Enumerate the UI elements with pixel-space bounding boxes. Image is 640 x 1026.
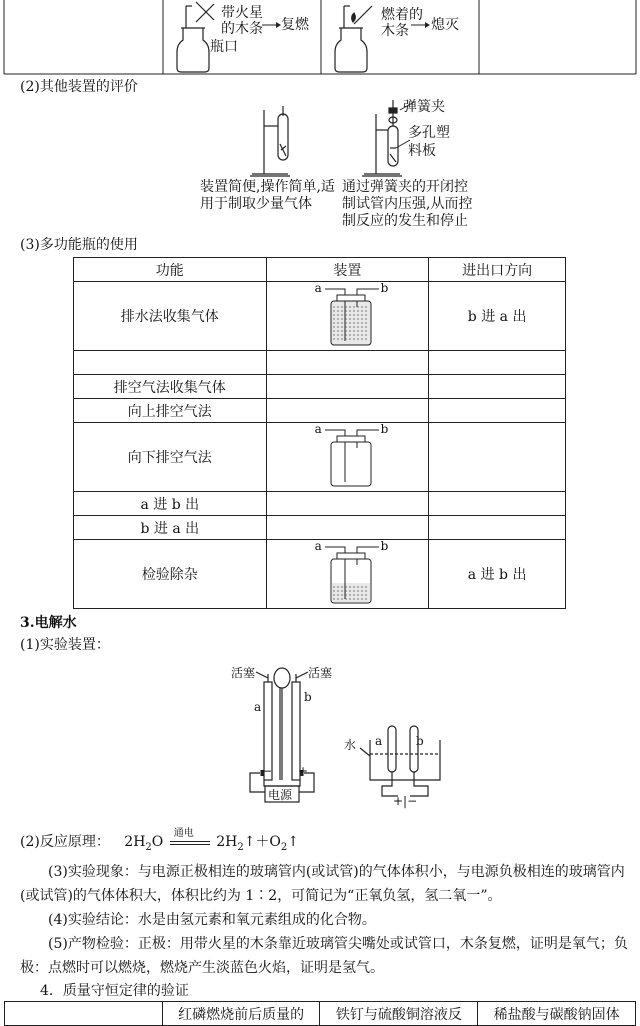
left-caption-line-2: 用于制取少量气体 [200,196,312,212]
electrolysis-heading: 3.电解水 [20,615,77,631]
table-row [74,399,566,423]
reignite-label: 复燃 [281,17,309,33]
tube-b-label-2: b [416,734,424,748]
stopcock-right-label: 活塞 [308,666,333,680]
row-direction: b 进 a 出 [429,282,566,351]
product-o: ＋O [255,834,281,850]
port-b-label: b [380,281,389,295]
bottle-cell [266,540,429,609]
blank-cell [5,1002,163,1026]
iron-stand-icon [250,106,290,176]
col-phosphorus: 红磷燃烧前后质量的 [162,1002,320,1026]
test-tube-electrolysis-icon [360,726,440,796]
plus-label: + [298,764,309,778]
col-iron-nail: 铁钉与硫酸铜溶液反 [320,1002,478,1026]
splint-label-2: 木条 [381,23,409,39]
header-apparatus: 装置 [266,258,429,282]
table-row [74,282,566,351]
gas-bottle-icon [177,2,214,72]
port-b-label: b [380,539,389,553]
empty-bottle-icon [267,423,429,491]
col-hcl-carbonate: 稀盐酸与碳酸钠固体 [478,1002,636,1026]
port-a-label: a [314,539,322,553]
port-a-label: a [314,422,322,436]
gas-bottle-icon [335,6,372,72]
reaction-prefix: (2)反应原理： [20,834,110,850]
porous-plate-label-1: 多孔塑 [408,125,450,141]
bottle-cell [266,516,429,540]
port-b-label: b [380,422,389,436]
iron-stand-icon [362,100,402,176]
row-direction [429,351,566,375]
product-test-paragraph: (5)产物检验：正极：用带火星的木条靠近玻璃管尖嘴处或试管口，木条复燃，证明是氧气；负极：点燃时可以燃烧，燃烧产生淡蓝色火焰，证明是氢气。 [20,936,628,976]
condition-arrow [168,830,212,854]
row-function: 排水法收集气体 [74,282,267,351]
multifunction-bottle-table [73,257,566,609]
product-h-sub: 2 [237,841,244,853]
battery-sign-label: +|− [393,794,418,808]
row-direction [429,399,566,423]
spring-clip-label: 弹簧夹 [403,99,445,115]
condition-label: 通电 [173,828,194,839]
section-4-heading: 4．质量守恒定律的验证 [40,983,189,999]
water-label: 水 [344,738,357,752]
row-direction [429,423,566,492]
table-row [74,540,566,609]
liquid-bottle-icon [267,540,429,608]
bottle-cell [266,351,429,375]
minus-label: − [262,764,273,778]
burning-splint-label: 燃着的 [381,7,423,23]
header-function: 功能 [74,258,267,282]
right-caption-line-3: 制反应的发生和停止 [342,213,468,229]
tube-b-label: b [304,690,312,704]
stopcock-left-label: 活塞 [231,666,256,680]
row-direction [429,516,566,540]
left-caption-line-1: 装置简便,操作简单,适 [200,179,335,195]
bottle-cell [266,423,429,492]
product-o-sub: 2 [280,841,288,853]
reactant-h: 2H [124,834,146,850]
reactant-sub: 2 [145,841,152,853]
table-row [74,423,566,492]
gas-arrow-2: ↑ [287,834,300,850]
table-header-row [5,1002,636,1026]
row-function: a 进 b 出 [74,492,267,516]
row-function: 向下排空气法 [74,423,267,492]
reaction-equation [20,830,299,854]
row-function: 排空气法收集气体 [74,375,267,399]
reactant-o: O [151,834,164,850]
table-row [74,351,566,375]
splint-label: 的木条 [221,21,263,37]
port-a-label: a [314,281,322,295]
row-direction: a 进 b 出 [429,540,566,609]
conclusion-paragraph: (4)实验结论：水是由氢元素和氧元素组成的化合物。 [48,912,376,928]
bottle-cell [266,399,429,423]
row-function: 向上排空气法 [74,399,267,423]
section-2-heading: (2)其他装置的评价 [20,79,138,95]
row-function: 检验除杂 [74,540,267,609]
bottle-cell [266,492,429,516]
row-function [74,351,267,375]
header-direction: 进出口方向 [429,258,566,282]
row-function: b 进 a 出 [74,516,267,540]
water-bottle-icon [267,282,429,350]
bottle-mouth-label: 瓶口 [210,39,238,55]
phenomenon-paragraph: (3)实验现象：与电源正极相连的玻璃管内(或试管)的气体体积小，与电源负极相连的玻璃管内(或试管)的气体体积大，体积比约为 1∶2，可简记为“正氧负氢，氢二氧一”。 [20,864,625,904]
bottle-cell [266,282,429,351]
right-caption-line-1: 通过弹簧夹的开闭控 [342,179,468,195]
gas-arrow: ↑ [243,834,256,850]
table-row [74,375,566,399]
table-row [74,516,566,540]
table-row [74,492,566,516]
row-direction [429,375,566,399]
apparatus-subheading: (1)实验装置： [20,637,110,653]
tube-a-label: a [254,700,262,714]
mass-conservation-table [4,1001,636,1026]
hofmann-apparatus-icon [250,668,314,802]
power-supply-label: 电源 [268,788,293,802]
row-direction [429,492,566,516]
extinguish-label: 熄灭 [431,17,459,33]
bottle-cell [266,375,429,399]
product-h: 2H [216,834,238,850]
top-table-lines [0,0,640,76]
table-header-row [74,258,566,282]
section-3-heading: (3)多功能瓶的使用 [20,237,138,253]
glowing-splint-label: 带火星 [221,5,263,21]
porous-plate-label-2: 料板 [408,143,436,159]
tube-a-label-2: a [375,734,383,748]
right-caption-line-2: 制试管内压强,从而控 [342,196,473,212]
